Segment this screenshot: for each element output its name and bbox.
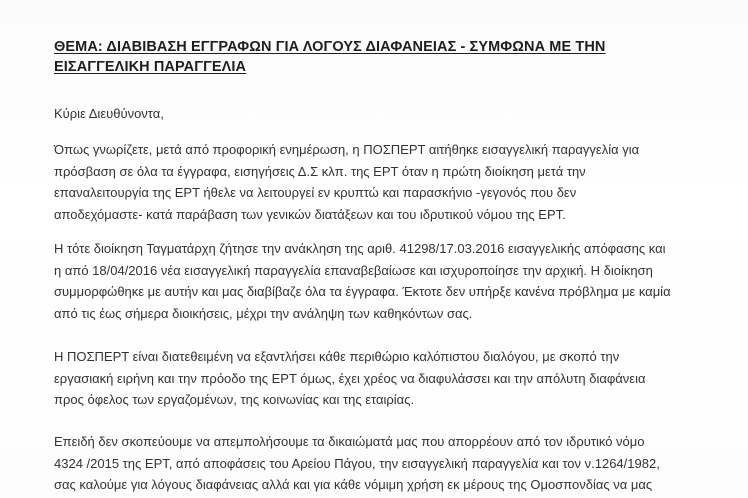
letter-subject [54, 37, 714, 77]
paragraph-4-line-3: σας καλούμε για λόγους διαφάνειας αλλά και για κάθε νόμιμη χρήση εκ μέρους της Ομοσπονδίας να μας [54, 477, 653, 492]
paragraph-2 [54, 238, 738, 324]
paragraph-1 [54, 139, 738, 225]
paragraph-4 [54, 431, 738, 496]
paragraph-4-line-1: Επειδή δεν σκοπεύουμε να απεμπολήσουμε τα δικαιώματά μας που απορρέουν από τον ιδρυτικό νόμο [54, 434, 645, 449]
paragraph-3 [54, 346, 738, 411]
paragraph-1-line-1: Όπως γνωρίζετε, μετά από προφορική ενημέρωση, η ΠΟΣΠΕΡΤ αιτήθηκε εισαγγελική παραγγελία για [54, 142, 640, 157]
paragraph-2-line-2: η από 18/04/2016 νέα εισαγγελική παραγγελία επαναβεβαίωσε και ισχυροποίησε την αρχική. Η διοίκηση [54, 262, 653, 278]
paragraph-2-line-1: Η τότε διοίκηση Ταγματάρχη ζήτησε την ανάκληση της αριθ. 41298/17.03.2016 εισαγγελικής απόφασης και [54, 241, 666, 256]
paragraph-1-line-3: επαναλειτουργία της ΕΡΤ ήθελε να λειτουργεί εν κρυπτώ και παρασκήνιο -γεγονός που δεν [54, 185, 577, 200]
subject-line-1: ΘΕΜΑ: ΔΙΑΒΙΒΑΣΗ ΕΓΓΡΑΦΩΝ ΓΙΑ ΛΟΓΟΥΣ ΔΙΑΦΑΝΕΙΑΣ - ΣΥΜΦΩΝΑ ΜΕ ΤΗΝ [54, 39, 606, 55]
paragraph-1-line-4: αποδεχόμαστε- κατά παράβαση των γενικών διατάξεων και του ιδρυτικού νόμου της ΕΡΤ. [54, 206, 566, 222]
paragraph-3-line-3: προς όφελος των εργαζομένων, της κοινωνίας και της εταιρίας. [54, 392, 415, 407]
paragraph-2-line-3: συμμορφώθηκε με αυτήν και μας διαβίβαζε όλα τα έγγραφα. Έκτοτε δεν υπήρξε κανένα πρόβλημα με καμία [54, 284, 671, 299]
paragraph-2-line-4: από τις έως σήμερα διοικήσεις, μέχρι την ανάληψη των καθηκόντων σας. [54, 305, 473, 321]
paragraph-4-line-2: 4324 /2015 της ΕΡΤ, από αποφάσεις του Αρείου Πάγου, την εισαγγελική παραγγελία και τον ν.1264/1982, [54, 455, 660, 471]
paragraph-1-line-2: πρόσβαση σε όλα τα έγγραφα, εισηγήσεις Δ.Σ κλπ. της ΕΡΤ όταν η πρώτη διοίκηση μετά την [54, 163, 586, 179]
subject-line-2: ΕΙΣΑΓΓΕΛΙΚΗ ΠΑΡΑΓΓΕΛΙΑ [54, 59, 247, 75]
paragraph-3-line-1: Η ΠΟΣΠΕΡΤ είναι διατεθειμένη να εξαντλήσει κάθε περιθώριο καλόπιστου διαλόγου, με σκοπό την [54, 349, 620, 364]
paragraph-3-line-2: εργασιακή ειρήνη και την πρόοδο της ΕΡΤ όμως, έχει χρέος να διαφυλάσσει και την απόλυτη διαφάνεια [54, 370, 646, 386]
letter-salutation: Κύριε Διευθύνοντα, [54, 106, 164, 121]
